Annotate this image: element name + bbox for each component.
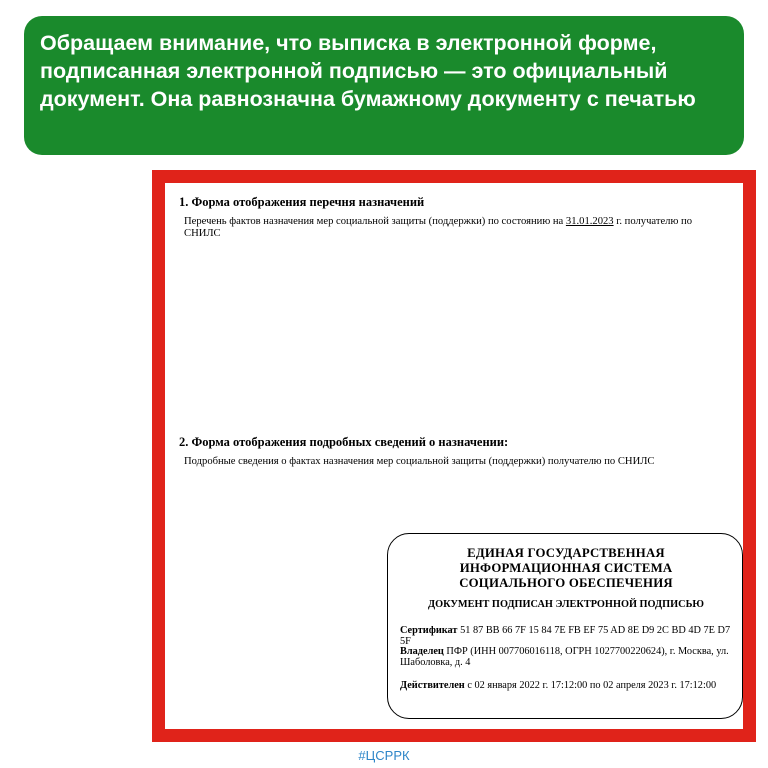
stamp-title-line2: ИНФОРМАЦИОННАЯ СИСТЕМА [459,561,673,575]
stamp-signed-text: ДОКУМЕНТ ПОДПИСАН ЭЛЕКТРОННОЙ ПОДПИСЬЮ [427,599,704,610]
certificate-label: Сертификат [400,625,458,636]
certificate-value: 51 87 BB 66 7F 15 84 7E FB EF 75 AD 8E D9 2C BD 4D 7E D7 5F [400,625,731,647]
section1-title: 1. Форма отображения перечня назначений [179,195,425,209]
stamp-title-line1: ЕДИНАЯ ГОСУДАРСТВЕННАЯ [467,546,665,560]
section1-date: 31.01.2023 [565,216,614,227]
owner-value: ПФР (ИНН 007706016118, ОГРН 1027700220624), г. Москва, ул. Шаболовка, д. 4 [400,646,729,668]
validity-value: с 02 января 2022 г. 17:12:00 по 02 апреля 2023 г. 17:12:00 [464,680,717,691]
section1-body [184,216,729,240]
stamp-title-line3: СОЦИАЛЬНОГО ОБЕСПЕЧЕНИЯ [459,576,673,590]
section1-body-prefix: Перечень фактов назначения мер социальной защиты (поддержки) по состоянию на [184,216,566,227]
electronic-signature-stamp [387,533,743,719]
section2-title: 2. Форма отображения подробных сведений о назначении: [179,435,509,449]
stamp-owner [400,647,732,668]
validity-label: Действителен [400,680,465,691]
owner-label: Владелец [400,646,444,657]
notice-text: Обращаем внимание, что выписка в электронной форме, подписанная электронной подписью — это официальный документ. Она равнозначна бумажному документу с печатью [40,31,696,111]
section2-body: Подробные сведения о фактах назначения мер социальной защиты (поддержки) получателю по СНИЛС [184,456,655,467]
document-frame [152,170,756,742]
document-page [165,183,743,729]
section1-body-suffix: г. получателю по СНИЛС [184,216,692,239]
footer-hashtag[interactable]: #ЦСРРК [358,748,410,763]
notice-banner [24,16,744,155]
stamp-validity [400,681,732,692]
stamp-certificate [400,626,732,647]
